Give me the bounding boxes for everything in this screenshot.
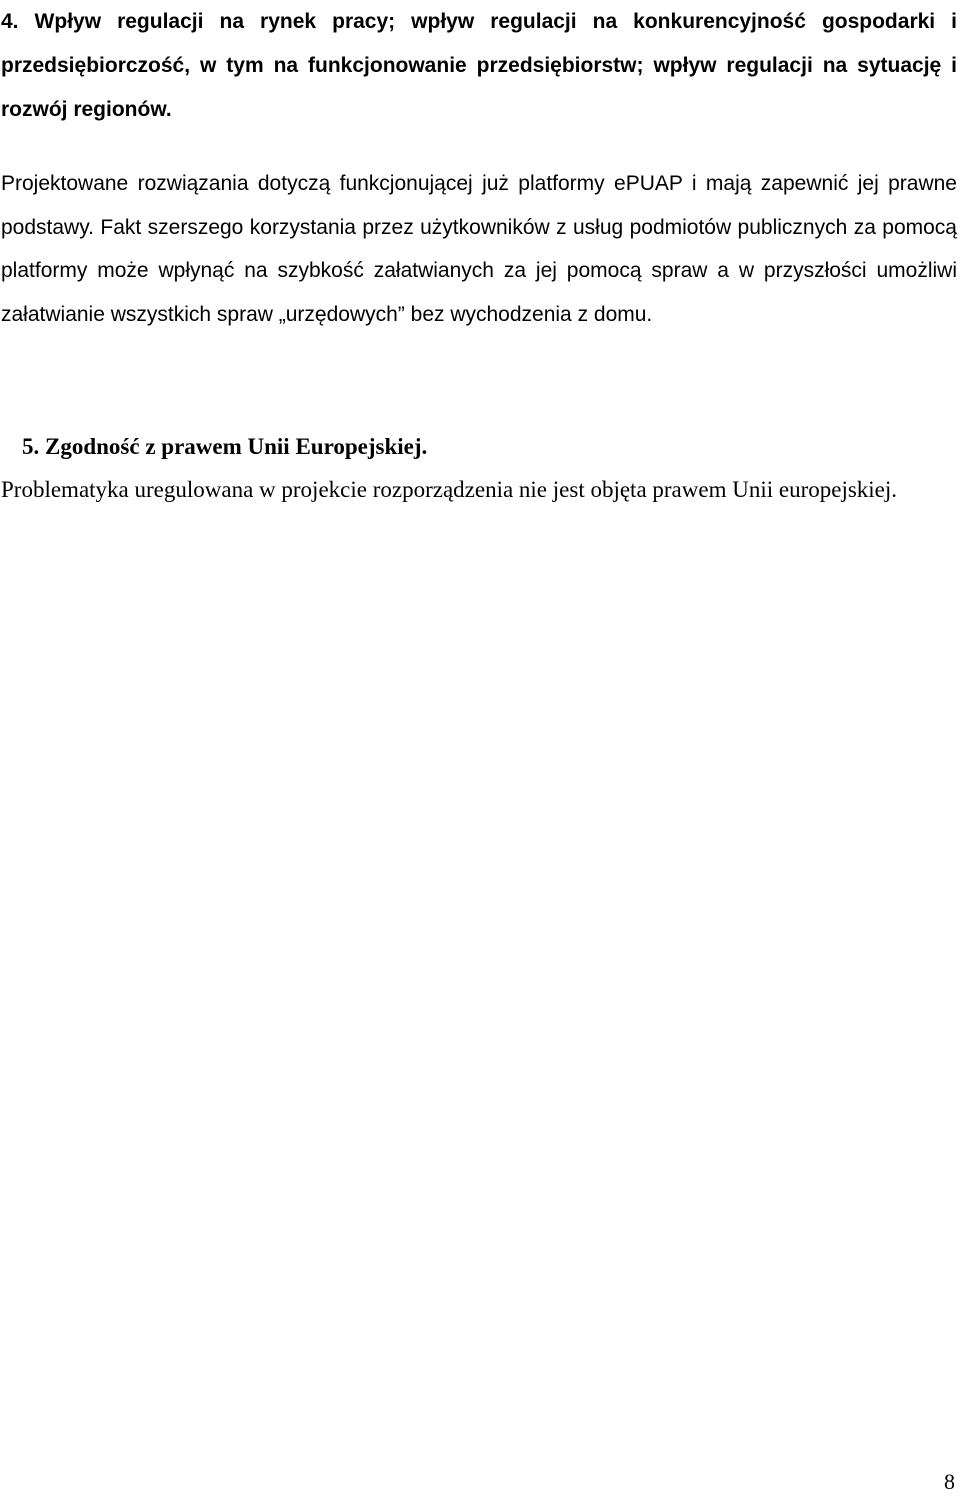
section-5-paragraph: Problematyka uregulowana w projekcie rozporządzenia nie jest objęta prawem Unii europejskiej. — [1, 477, 898, 502]
section-4-heading: 4. Wpływ regulacji na rynek pracy; wpływ regulacji na konkurencyjność gospodarki i przedsiębiorczość, w tym na funkcjonowanie przedsiębiorstw; wpływ regulacji na sytuację i rozwój regionów. — [1, 10, 957, 121]
section-5-heading: 5. Zgodność z prawem Unii Europejskiej. — [22, 434, 428, 459]
page-number: 8 — [944, 1469, 955, 1494]
section-4-paragraph: Projektowane rozwiązania dotyczą funkcjonującej już platformy ePUAP i mają zapewnić jej prawne podstawy. Fakt szerszego korzystania przez użytkowników z usług podmiotów publicznych za pomocą platformy może wpłynąć na szybkość załatwianych za jej pomocą spraw a w przyszłości umożliwi załatwianie wszystkich spraw „urzędowych” bez wychodzenia z domu. — [1, 172, 957, 326]
